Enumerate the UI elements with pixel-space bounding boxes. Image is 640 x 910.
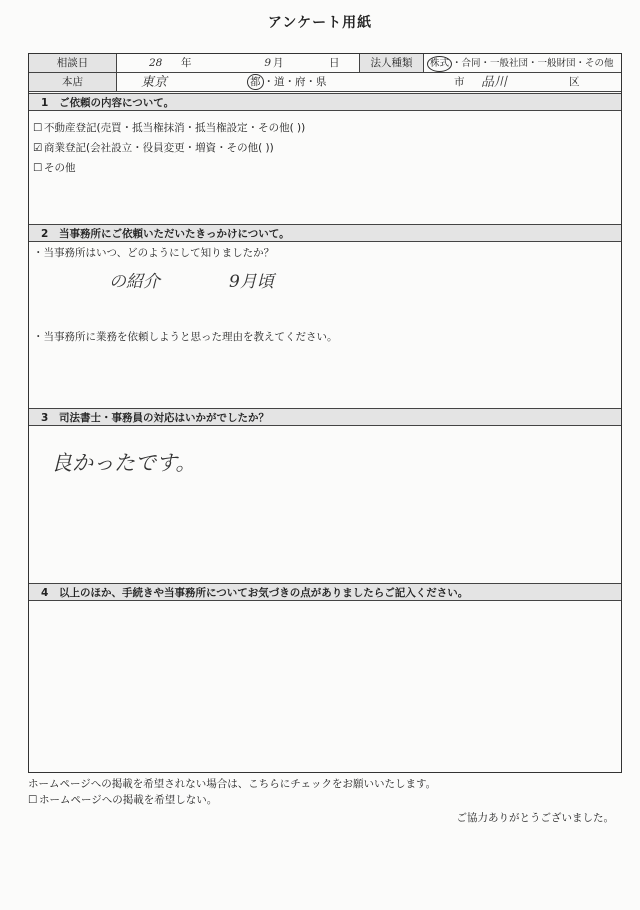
section-4-number: 4: [41, 587, 49, 599]
prefecture-units: [247, 73, 357, 91]
section-1-title: ご依頼の内容について。: [59, 97, 175, 109]
ward-value[interactable]: [481, 73, 551, 91]
request-item-real-estate[interactable]: [33, 120, 305, 135]
section-4-title: 以上のほか、手続きや当事務所についてお気づきの点がありましたらご記入ください。: [59, 587, 469, 599]
opt-out-label: ホームページへの掲載を希望しない。: [39, 794, 218, 806]
request-item-label: 商業登記(会社設立・役員変更・増資・その他( )): [44, 142, 274, 154]
consult-date-row: [29, 54, 621, 73]
checked-checkbox-icon: ☑: [33, 142, 43, 154]
answer-referral[interactable]: の紹介: [109, 272, 160, 292]
survey-form: [28, 53, 622, 773]
corp-type-label: 法人種類: [360, 54, 424, 72]
prefecture-value[interactable]: [141, 73, 201, 91]
question-how-known: ・当事務所はいつ、どのようにして知りましたか？: [33, 247, 275, 259]
request-item-label: その他: [44, 162, 76, 174]
form-title: アンケート用紙: [267, 15, 373, 31]
day-unit: 日: [329, 57, 340, 69]
checkbox-icon: ☐: [33, 122, 43, 134]
section-1-number: 1: [41, 97, 49, 109]
city-label: 市: [454, 76, 465, 88]
month-unit: 月: [273, 57, 284, 69]
answer-when[interactable]: 9月頃: [229, 272, 274, 292]
corp-type-circled: 株式: [427, 56, 452, 72]
opt-out-checkbox-row[interactable]: [28, 792, 217, 807]
corp-type-options[interactable]: [427, 54, 621, 72]
section-3-number: 3: [41, 412, 49, 424]
section-4-body[interactable]: [29, 602, 621, 770]
section-2-body: [29, 243, 621, 408]
prefecture-handwritten: 東京: [141, 75, 168, 90]
request-item-commercial[interactable]: [33, 140, 274, 155]
thanks-message: ご協力ありがとうございました。: [456, 812, 614, 824]
consult-month-handwritten: 9: [264, 57, 271, 69]
section-1-header: [29, 93, 621, 111]
section-3-title: 司法書士・事務員の対応はいかがでしたか？: [59, 412, 269, 424]
section-4-header: [29, 583, 621, 601]
section-3-header: [29, 408, 621, 426]
consult-year-value[interactable]: [149, 54, 179, 72]
request-item-other[interactable]: [33, 160, 76, 175]
year-unit: 年: [181, 57, 192, 69]
section-2-title: 当事務所にご依頼いただいたきっかけについて。: [59, 228, 290, 240]
corp-type-rest: ・合同・一般社団・一般財団・その他: [452, 58, 614, 69]
consult-date-label: 相談日: [29, 54, 117, 72]
section-2-number: 2: [41, 228, 49, 240]
prefecture-unit-circled: 都: [247, 74, 264, 90]
footer-note: ホームページへの掲載を希望されない場合は、こちらにチェックをお願いいたします。: [28, 778, 437, 790]
ward-handwritten: 品川: [481, 75, 508, 90]
consult-month-value[interactable]: [251, 54, 271, 72]
ward-unit: 区: [569, 76, 580, 88]
head-office-row: [29, 73, 621, 92]
question-reason: ・当事務所に業務を依頼しようと思った理由を教えてください。: [33, 331, 338, 343]
request-item-label: 不動産登記(売買・抵当権抹消・抵当権設定・その他( )): [44, 122, 306, 134]
consult-year-handwritten: 28: [149, 57, 163, 69]
checkbox-icon: ☐: [33, 162, 43, 174]
checkbox-icon: ☐: [28, 794, 38, 806]
section-3-body: [29, 427, 621, 582]
prefecture-unit-rest: ・道・府・県: [263, 76, 327, 88]
answer-staff-response[interactable]: 良かったです。: [51, 451, 197, 475]
section-1-body: [29, 112, 621, 232]
section-2-header: [29, 224, 621, 242]
head-office-label: 本店: [29, 73, 117, 91]
